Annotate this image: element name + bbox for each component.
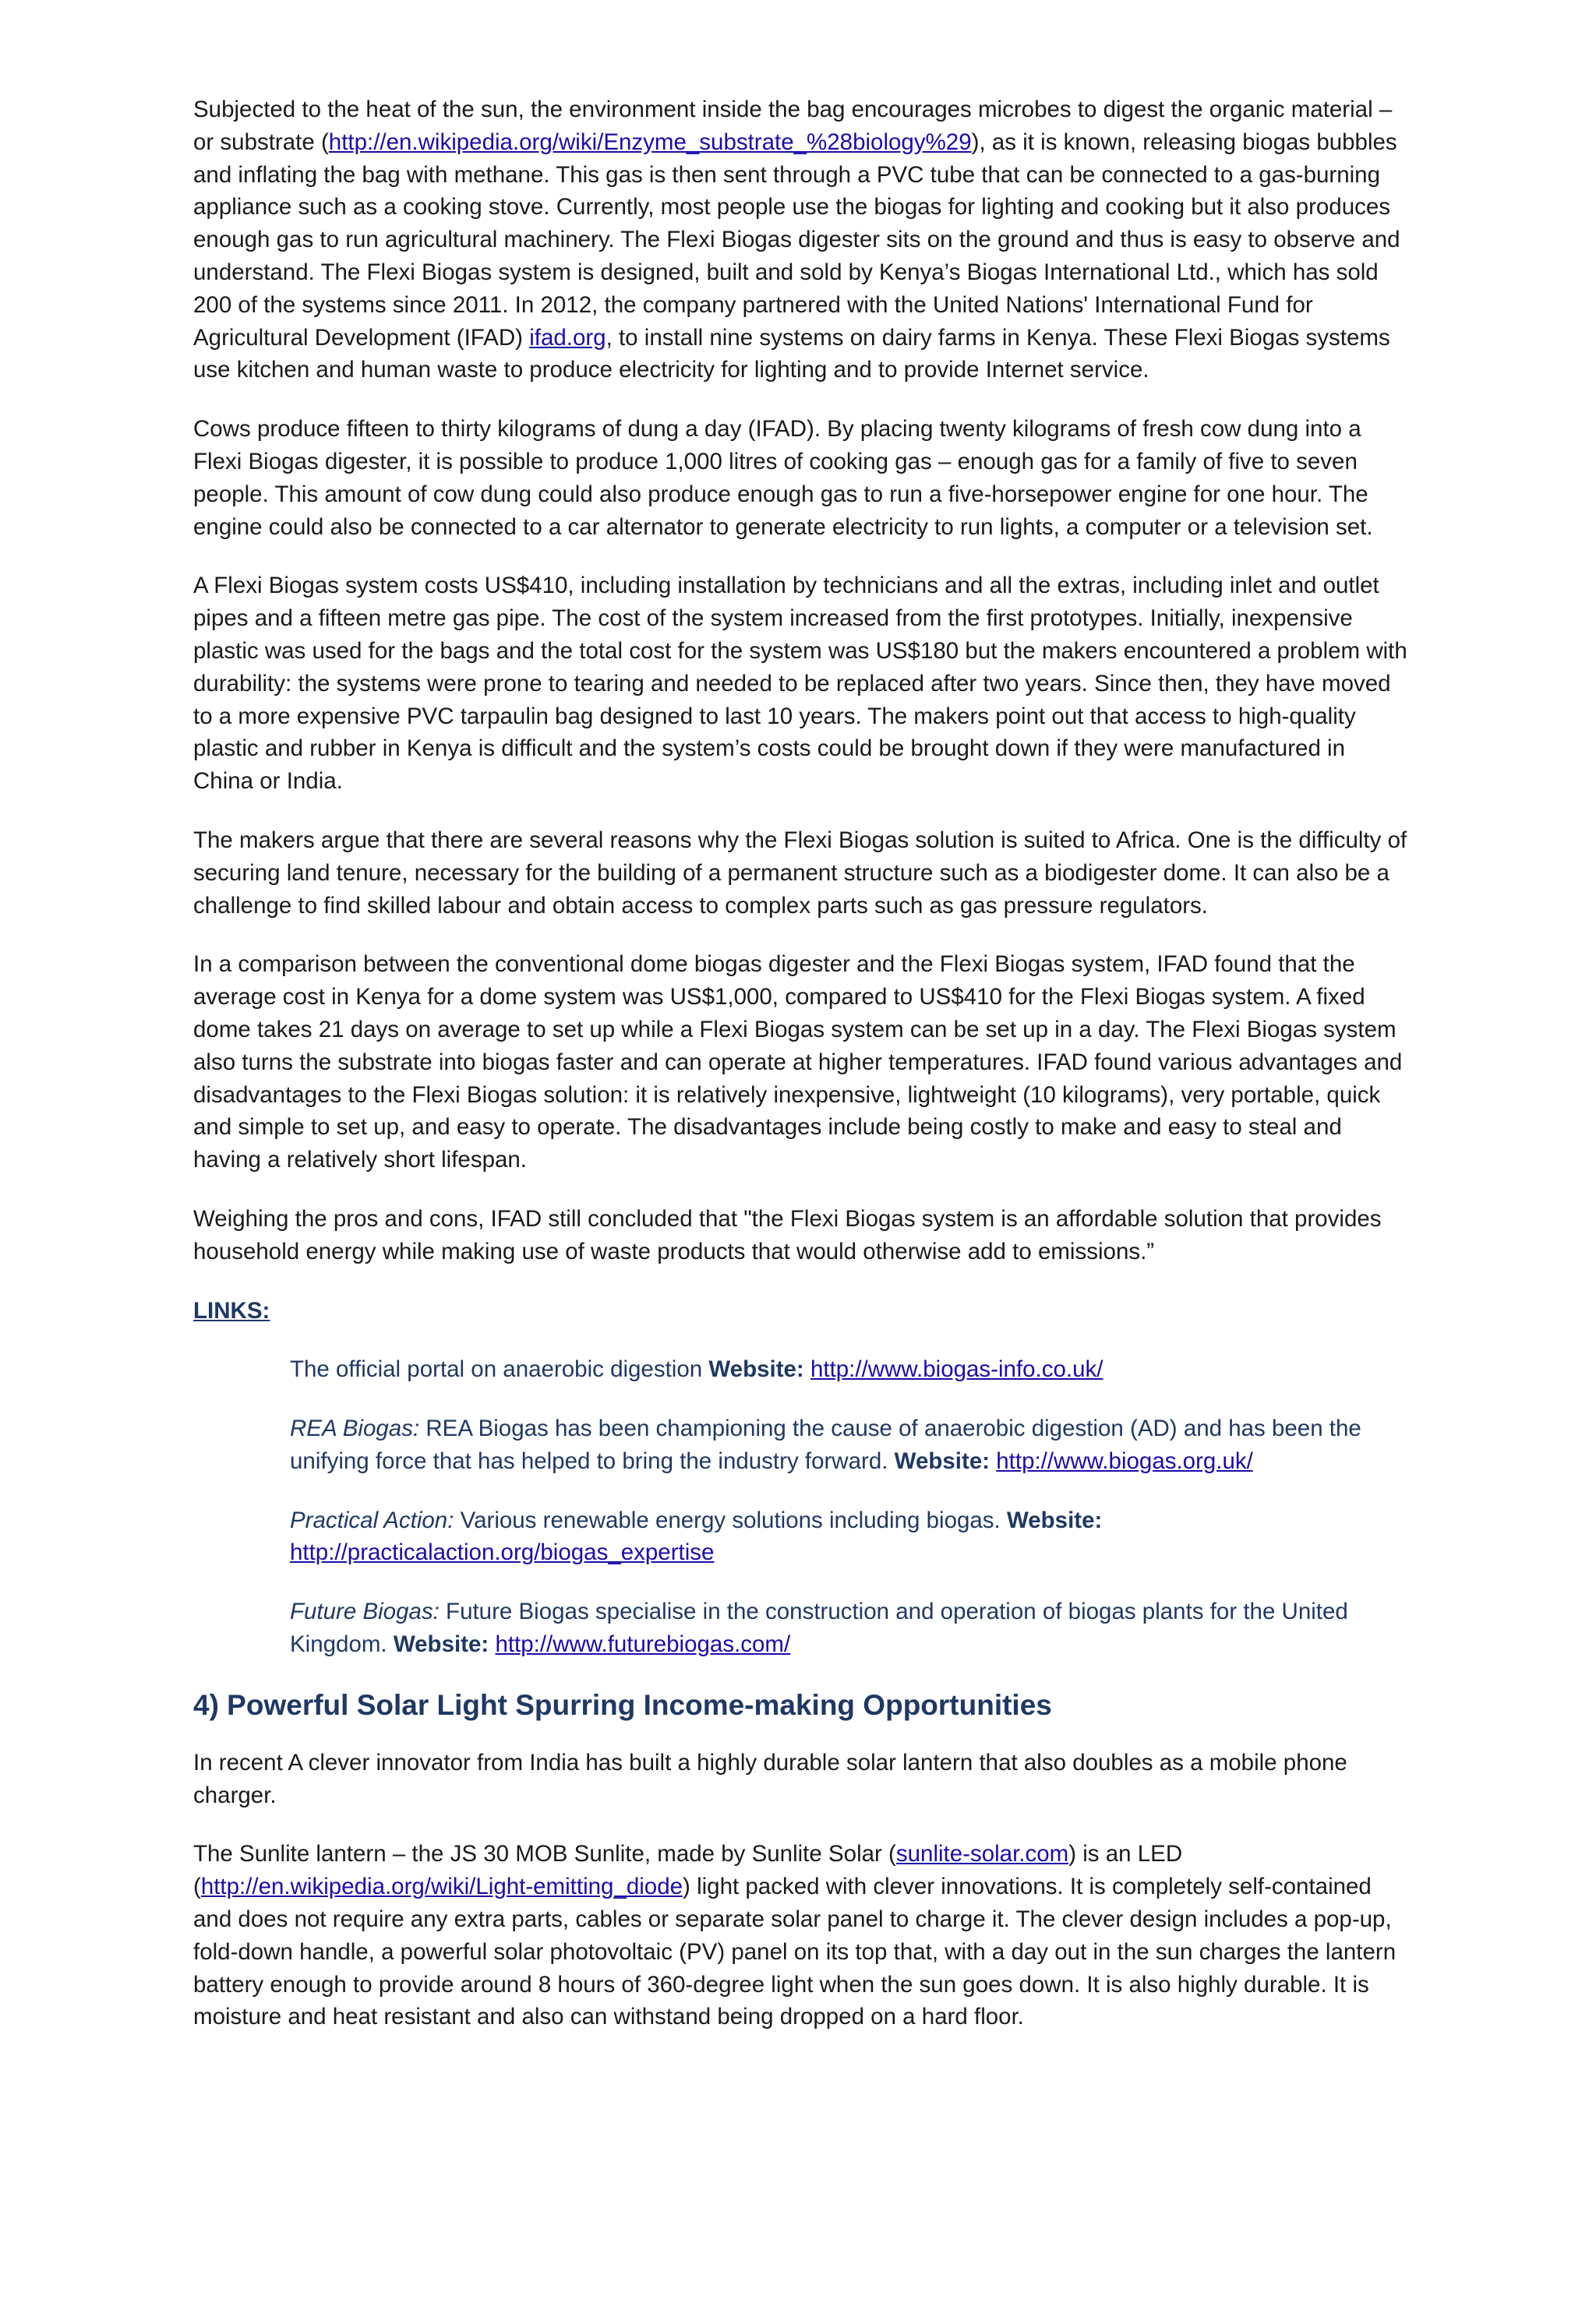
section-heading: 4) Powerful Solar Light Spurring Income-making Opportunities: [193, 1688, 1052, 1721]
document-page: [193, 93, 1409, 2060]
paragraph-text: ) light packed with clever innovations. It is completely self-contained and does not require any extra parts, cables or separate solar panel to charge it. The clever design includes a pop-up, fold-down handle, a powerful solar photovoltaic (PV) panel on its top that, with a day out in the sun charges the lantern battery enough to provide around 8 hours of 360-degree light when the sun goes down. It is also highly durable. It is moisture and heat resistant and also can withstand being dropped on a hard floor.: [193, 1874, 1396, 2030]
sunlite-solar-link[interactable]: sunlite-solar.com: [895, 1841, 1069, 1867]
paragraph: The makers argue that there are several reasons why the Flexi Biogas solution is suited to Africa. One is the difficulty of securing land tenure, necessary for the building of a permanent structure such as a biodigester dome. It can also be a challenge to find skilled labour and obtain access to complex parts such as gas pressure regulators.: [193, 827, 1407, 919]
paragraph: In a comparison between the conventional dome biogas digester and the Flexi Biogas system, IFAD found that the average cost in Kenya for a dome system was US$1,000, compared to US$410 for the Flexi Biogas system. A fixed dome takes 21 days on average to set up while a Flexi Biogas system can be set up in a day. The Flexi Biogas system also turns the substrate into biogas faster and can operate at higher temperatures. IFAD found various advantages and disadvantages to the Flexi Biogas solution: it is relatively inexpensive, lightweight (10 kilograms), very portable, quick and simple to set up, and easy to operate. The disadvantages include being costly to make and easy to steal and having a relatively short lifespan.: [193, 951, 1403, 1173]
link-description: Future Biogas specialise in the construction and operation of biogas plants for the United Kingdom.: [290, 1599, 1348, 1658]
link-description: Various renewable energy solutions including biogas.: [454, 1507, 1007, 1533]
paragraph-text: ), as it is known, releasing biogas bubbles and inflating the bag with methane. This gas is then sent through a PVC tube that can be connected to a gas-burning appliance such as a cooking stove. Currently, most people use the biogas for lighting and cooking but it also produces enough gas to run agricultural machinery. The Flexi Biogas digester sits on the ground and thus is easy to observe and understand. The Flexi Biogas system is designed, built and sold by Kenya’s Biogas International Ltd., which has sold 200 of the systems since 2011. In 2012, the company partnered with the United Nations' International Fund for Agricultural Development (IFAD): [193, 129, 1400, 351]
website-link[interactable]: http://www.biogas.org.uk/: [996, 1448, 1253, 1474]
link-item: [290, 1596, 1409, 1661]
wikipedia-substrate-link[interactable]: http://en.wikipedia.org/wiki/Enzyme_substrate_%28biology%29: [328, 129, 972, 155]
website-link[interactable]: http://www.futurebiogas.com/: [495, 1631, 791, 1658]
paragraph-text: The Sunlite lantern – the JS 30 MOB Sunlite, made by Sunlite Solar (: [193, 1841, 896, 1867]
link-description: The official portal on anaerobic digestion: [290, 1356, 709, 1383]
link-item: [290, 1412, 1409, 1478]
website-link[interactable]: http://practicalaction.org/biogas_expertise: [290, 1539, 715, 1566]
ifad-link[interactable]: ifad.org: [529, 324, 606, 351]
website-label: Website:: [708, 1356, 804, 1383]
paragraph-text: , to install nine systems on dairy farms in Kenya. These Flexi Biogas systems use kitchen and human waste to produce electricity for lighting and to provide Internet service.: [193, 324, 1390, 383]
website-label: Website:: [1006, 1507, 1103, 1533]
paragraph: A Flexi Biogas system costs US$410, including installation by technicians and all the extras, including inlet and outlet pipes and a fifteen metre gas pipe. The cost of the system increased from the first prototypes. Initially, inexpensive plastic was used for the bags and the total cost for the system was US$180 but the makers encountered a problem with durability: the systems were prone to tearing and needed to be replaced after two years. Since then, they have moved to a more expensive PVC tarpaulin bag designed to last 10 years. The makers point out that access to high-quality plastic and rubber in Kenya is difficult and the system’s costs could be brought down if they were manufactured in China or India.: [193, 573, 1407, 795]
organization-name: Future Biogas:: [290, 1599, 440, 1625]
link-item: [290, 1353, 1409, 1386]
paragraph-text: Subjected to the heat of the sun, the environment inside the bag encourages microbes to digest the organic material – or substrate (: [193, 97, 1393, 155]
paragraph: [193, 1838, 1409, 2033]
website-label: Website:: [393, 1631, 489, 1658]
paragraph-text: ) is an LED (: [193, 1841, 1183, 1900]
organization-name: Practical Action:: [290, 1507, 454, 1533]
website-label: Website:: [894, 1448, 990, 1474]
link-description: REA Biogas has been championing the cause of anaerobic digestion (AD) and has been the unifying force that has helped to bring the industry forward.: [290, 1416, 1361, 1474]
wikipedia-led-link[interactable]: http://en.wikipedia.org/wiki/Light-emitting_diode: [200, 1874, 683, 1900]
paragraph: Weighing the pros and cons, IFAD still concluded that "the Flexi Biogas system is an affordable solution that provides household energy while making use of waste products that would otherwise add to emissions.”: [193, 1205, 1382, 1264]
organization-name: REA Biogas:: [290, 1416, 420, 1442]
paragraph: In recent A clever innovator from India has built a highly durable solar lantern that also doubles as a mobile phone charger.: [193, 1749, 1347, 1808]
paragraph: [193, 93, 1409, 386]
website-link[interactable]: http://www.biogas-info.co.uk/: [810, 1356, 1103, 1383]
link-item: [290, 1504, 1409, 1570]
paragraph: Cows produce fifteen to thirty kilograms of dung a day (IFAD). By placing twenty kilograms of fresh cow dung into a Flexi Biogas digester, it is possible to produce 1,000 litres of cooking gas – enough gas for a family of five to seven people. This amount of cow dung could also produce enough gas to run a five-horsepower engine for one hour. The engine could also be connected to a car alternator to generate electricity to run lights, a computer or a television set.: [193, 416, 1373, 540]
links-heading: LINKS:: [193, 1297, 270, 1324]
